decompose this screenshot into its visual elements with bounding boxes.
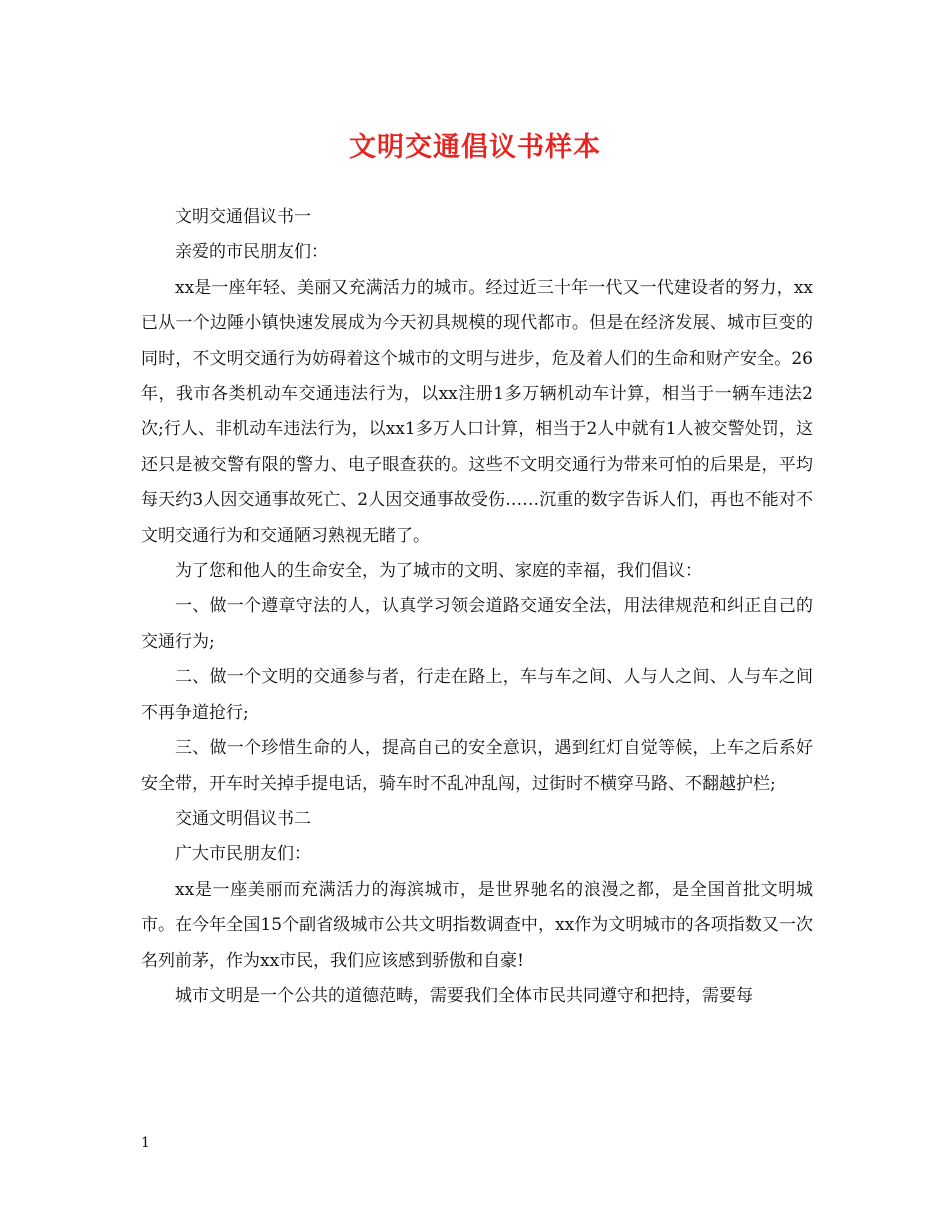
paragraph-salutation-1: 亲爱的市民朋友们： [175,242,328,263]
paragraph: 一、做一个遵章守法的人，认真学习领会道路交通安全法，用法律规范和纠正自己的交通行为; [141,596,813,652]
document-body [141,200,813,1014]
paragraph: 为了您和他人的生命安全，为了城市的文明、家庭的幸福，我们倡议： [175,561,702,582]
page-number: 1 [141,1135,150,1151]
paragraph-salutation-2: 广大市民朋友们： [175,844,311,865]
paragraph: 二、做一个文明的交通参与者，行走在路上，车与车之间、人与人之间、人与车之间不再争道抢行; [141,667,813,723]
paragraph: 城市文明是一个公共的道德范畴，需要我们全体市民共同遵守和把持，需要每 [175,985,753,1006]
paragraph: xx是一座年轻、美丽又充满活力的城市。经过近三十年一代又一代建设者的努力，xx已从一个边陲小镇快速发展成为今天初具规模的现代都市。但是在经济发展、城市巨变的同时，不文明交通行为妨碍着这个城市的文明与进步，危及着人们的生命和财产安全。26年，我市各类机动车交通违法行为，以xx注册1多万辆机动车计算，相当于一辆车违法2次;行人、非机动车违法行为，以xx1多万人口计算，相当于2人中就有1人被交警处罚，这还只是被交警有限的警力、电子眼查获的。这些不文明交通行为带来可怕的后果是，平均每天约3人因交通事故死亡、2人因交通事故受伤……沉重的数字告诉人们，再也不能对不文明交通行为和交通陋习熟视无睹了。 [141,277,813,546]
document-title: 文明交通倡议书样本 [349,132,601,163]
paragraph-heading-2: 交通文明倡议书二 [175,808,311,829]
paragraph-heading-1: 文明交通倡议书一 [175,207,311,227]
paragraph: xx是一座美丽而充满活力的海滨城市，是世界驰名的浪漫之都，是全国首批文明城市。在今年全国15个副省级城市公共文明指数调查中，xx作为文明城市的各项指数又一次名列前茅，作为xx市民，我们应该感到骄傲和自豪! [141,879,813,971]
paragraph: 三、做一个珍惜生命的人，提高自己的安全意识，遇到红灯自觉等候，上车之后系好安全带，开车时关掉手提电话，骑车时不乱冲乱闯，过街时不横穿马路、不翻越护栏; [141,738,813,794]
